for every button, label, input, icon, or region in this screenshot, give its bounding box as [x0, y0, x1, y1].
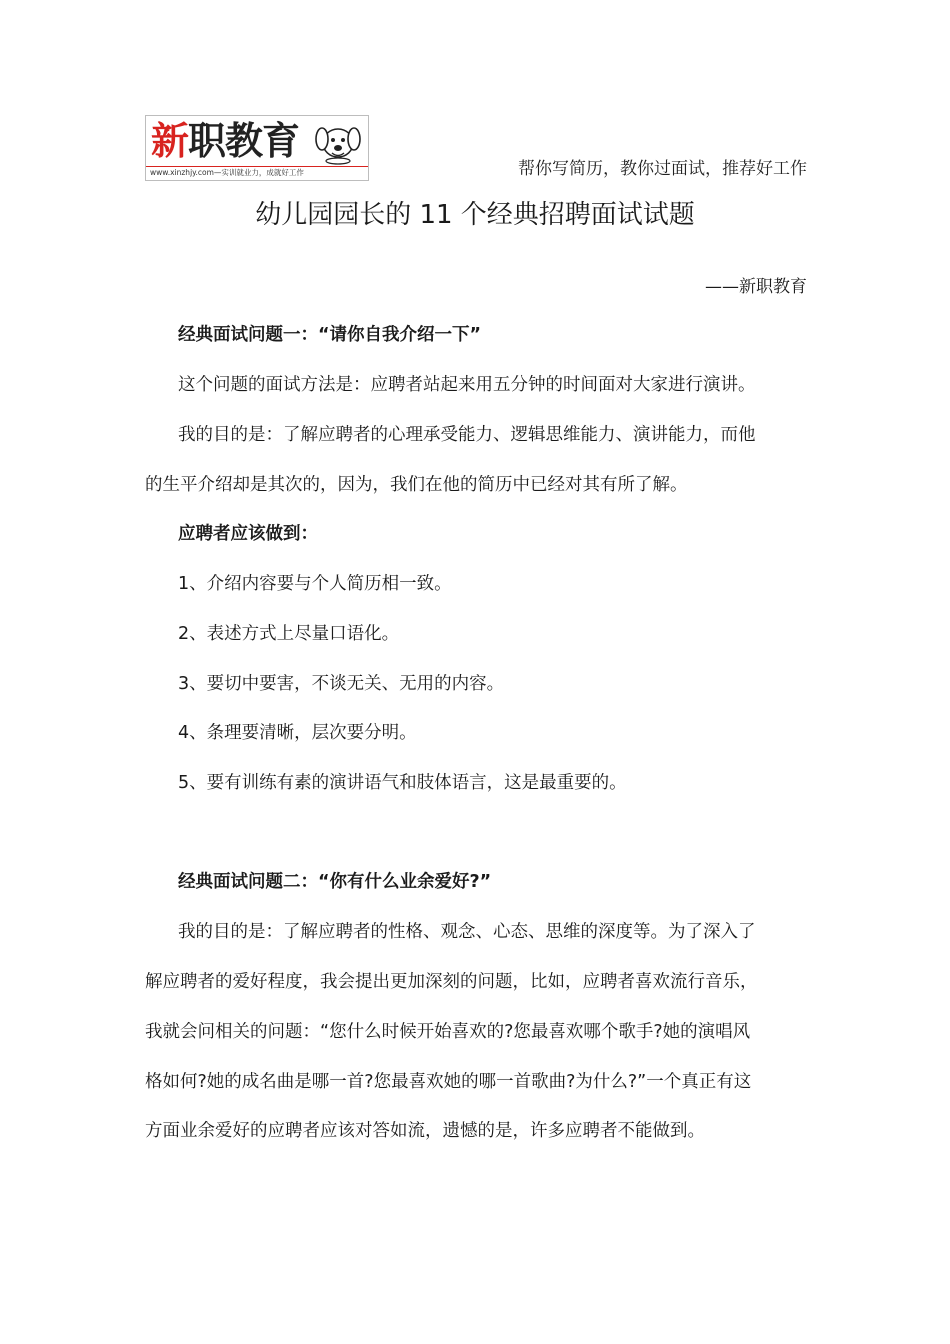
byline: ——新职教育	[705, 277, 807, 297]
section1-method: 这个问题的面试方法是：应聘者站起来用五分钟的时间面对大家进行演讲。	[178, 375, 756, 395]
section2-line: 方面业余爱好的应聘者应该对答如流，遗憾的是，许多应聘者不能做到。	[145, 1121, 705, 1141]
list-item: 2、表述方式上尽量口语化。	[178, 624, 400, 644]
logo-brand-first: 新	[151, 119, 189, 163]
brand-logo	[145, 115, 369, 181]
section2-line: 我的目的是：了解应聘者的性格、观念、心态、思维的深度等。为了深入了	[178, 922, 756, 942]
logo-brand-rest: 职教育	[188, 119, 300, 163]
page-title: 幼儿园园长的 11 个经典招聘面试试题	[255, 200, 695, 230]
section1-purpose-line2: 的生平介绍却是其次的，因为，我们在他的简历中已经对其有所了解。	[145, 475, 688, 495]
section1-purpose-line1: 我的目的是：了解应聘者的心理承受能力、逻辑思维能力、演讲能力，而他	[178, 425, 756, 445]
list-item: 4、条理要清晰，层次要分明。	[178, 723, 417, 743]
section1-heading: 经典面试问题一：“请你自我介绍一下”	[178, 325, 482, 345]
logo-title	[151, 118, 299, 164]
section2-line: 解应聘者的爱好程度，我会提出更加深刻的问题，比如，应聘者喜欢流行音乐，	[145, 972, 758, 992]
list-item: 1、介绍内容要与个人简历相一致。	[178, 574, 452, 594]
logo-subtext: www.xinzhjy.com—实训就业力，成就好工作	[150, 168, 304, 177]
slogan: 帮你写简历，教你过面试，推荐好工作	[518, 159, 807, 179]
list-item: 5、要有训练有素的演讲语气和肢体语言，这是最重要的。	[178, 773, 627, 793]
dog-mascot-icon	[312, 119, 364, 165]
section2-line: 格如何?她的成名曲是哪一首?您最喜欢她的哪一首歌曲?为什么?”一个真正有这	[145, 1072, 752, 1092]
list-item: 3、要切中要害，不谈无关、无用的内容。	[178, 674, 505, 694]
section2-heading: 经典面试问题二：“你有什么业余爱好?”	[178, 872, 492, 892]
section2-line: 我就会问相关的问题：“您什么时候开始喜欢的?您最喜欢哪个歌手?她的演唱风	[145, 1022, 751, 1042]
should-heading: 应聘者应该做到：	[178, 524, 318, 544]
